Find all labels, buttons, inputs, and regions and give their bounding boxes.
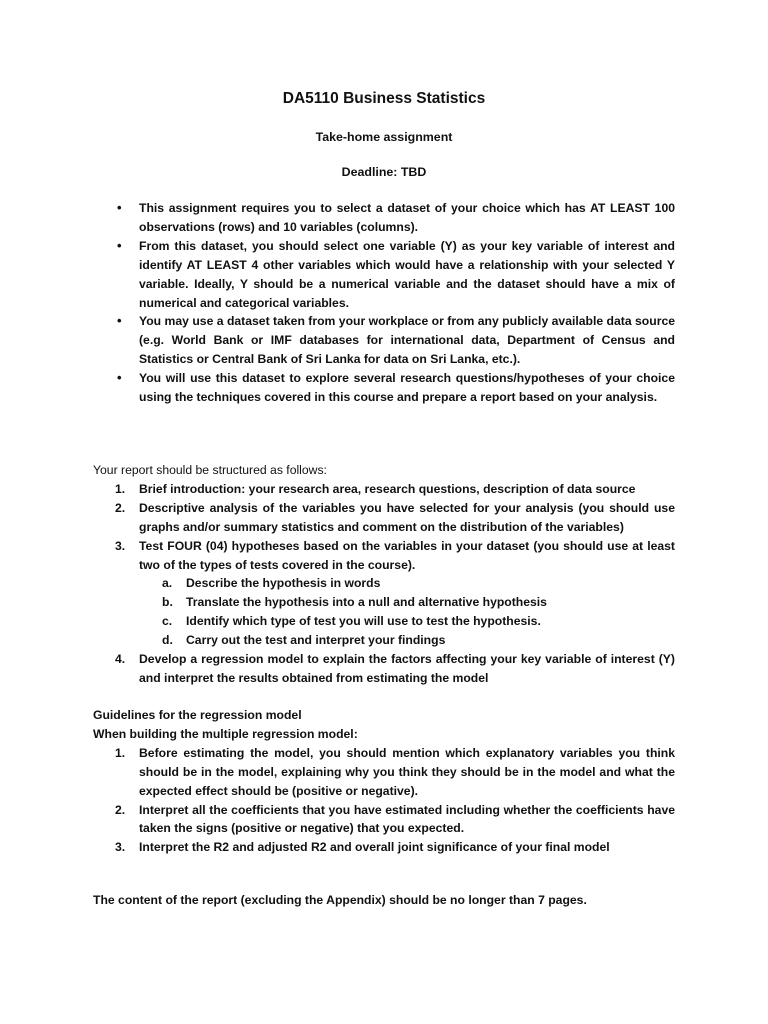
deadline-label: Deadline: TBD (341, 165, 427, 179)
hypothesis-step-text: Describe the hypothesis in words (186, 576, 381, 591)
requirement-item: • You will use this dataset to explore several research questions/hypotheses of your choice using the techniques covered in this course and prepare a report based on your analysis. (139, 369, 675, 407)
report-item-number: 2. (115, 500, 126, 515)
hypothesis-step (162, 593, 675, 612)
report-item-number: 4. (115, 652, 126, 667)
report-item (115, 499, 675, 537)
requirement-item: • You may use a dataset taken from your workplace or from any publicly available data source (e.g. World Bank or IMF databases for international data, Department of Census and Statistics or Central Bank of Sri Lanka for data on Sri Lanka, etc.). (139, 312, 675, 369)
guidelines-lead: When building the multiple regression model: (93, 726, 358, 741)
guideline-item-number: 1. (115, 745, 126, 760)
guideline-item-number: 2. (115, 802, 126, 817)
hypothesis-step-text: Translate the hypothesis into a null and alternative hypothesis (186, 595, 547, 610)
report-item-number: 3. (115, 538, 126, 553)
hypothesis-step (162, 612, 675, 631)
regression-guidelines-section (93, 706, 675, 857)
guideline-item (115, 838, 675, 857)
report-item-text: Brief introduction: your research area, research questions, description of data source (139, 481, 636, 496)
hypothesis-step-letter: d. (162, 633, 173, 648)
guidelines-list (93, 744, 675, 857)
assignment-subtitle: Take-home assignment (315, 130, 453, 144)
guideline-item-text: Interpret all the coefficients that you have estimated including whether the coefficients have taken the signs (positive or negative) that you expected. (139, 802, 675, 836)
report-structure-lead: Your report should be structured as follows: (93, 463, 327, 477)
document-title: DA5110 Business Statistics (282, 90, 486, 107)
hypothesis-step (162, 631, 675, 650)
hypothesis-step-text: Carry out the test and interpret your findings (186, 633, 446, 648)
report-structure-section (93, 461, 675, 688)
hypothesis-step-letter: b. (162, 595, 173, 610)
hypothesis-steps-list (139, 574, 675, 650)
guideline-item-text: Before estimating the model, you should mention which explanatory variables you think should be in the model, explaining why you think they should be in the model and what the expected effect should be (positive or negative). (139, 745, 675, 798)
guideline-item (115, 801, 675, 839)
report-item (115, 537, 675, 650)
report-item (115, 650, 675, 688)
guideline-item-text: Interpret the R2 and adjusted R2 and overall joint significance of your final model (139, 840, 610, 855)
requirement-item: • From this dataset, you should select one variable (Y) as your key variable of interest and identify AT LEAST 4 other variables which would have a relationship with your selected Y variable. Ideally, Y should be a numerical variable and the dataset should have a mix of numerical and categorical variables. (139, 237, 675, 313)
requirements-list (139, 199, 675, 407)
report-item (115, 480, 675, 499)
report-item-number: 1. (115, 481, 126, 496)
report-structure-list (93, 480, 675, 688)
guideline-item-number: 3. (115, 840, 126, 855)
requirement-item: • This assignment requires you to select a dataset of your choice which has AT LEAST 100 observations (rows) and 10 variables (columns). (139, 199, 675, 237)
report-item-text: Develop a regression model to explain the factors affecting your key variable of interest (Y) and interpret the results obtained from estimating the model (139, 652, 675, 685)
page-limit-note: The content of the report (excluding the Appendix) should be no longer than 7 pages. (93, 893, 587, 907)
report-item-text: Test FOUR (04) hypotheses based on the variables in your dataset (you should use at least two of the types of tests covered in the course). (139, 538, 675, 572)
guidelines-heading: Guidelines for the regression model (93, 708, 302, 722)
hypothesis-step-letter: a. (162, 576, 173, 591)
hypothesis-step (162, 574, 675, 593)
guideline-item (115, 744, 675, 801)
report-item-text: Descriptive analysis of the variables you have selected for your analysis (you should use graphs and/or summary statistics and comment on the distribution of the variables) (139, 500, 675, 534)
hypothesis-step-letter: c. (162, 614, 173, 629)
hypothesis-step-text: Identify which type of test you will use to test the hypothesis. (186, 614, 541, 629)
